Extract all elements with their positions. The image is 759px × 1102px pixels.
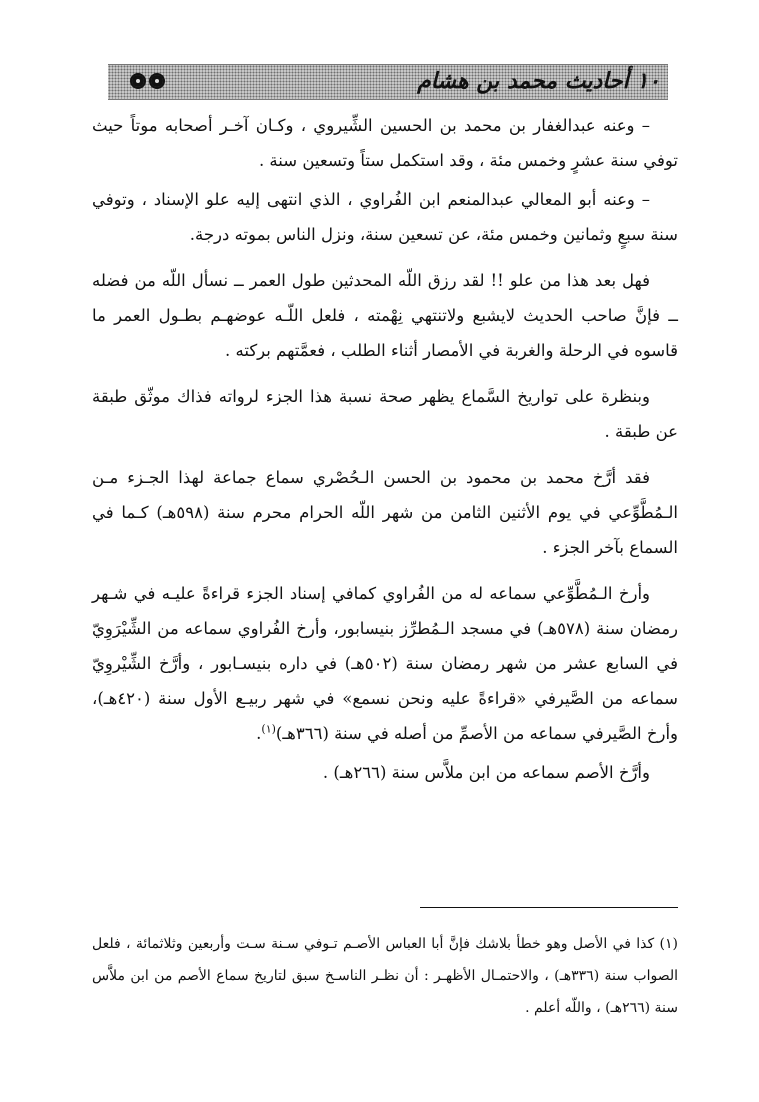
footnote-section [92,928,678,1024]
paragraph: فقد أرَّخ محمد بن محمود بن الحسن الـحُصْري سماع جماعة لهذا الجـزء مـن الـمُطَّوِّعي في يوم الأثنين الثامن من شهر اللّه الحرام محرم سنة (٥٩٨هـ) كـما في السماع بآخر الجزء . [92,468,678,557]
paragraph: – وعنه أبو المعالي عبدالمنعم ابن الفُراوي ، الذي انتهى إليه علو الإسناد ، وتوفي سنة سبعٍ وثمانين وخمس مئة، عن تسعين سنة، ونزل الناس بموته درجة. [92,190,678,244]
page-number: ١٠ [636,69,660,94]
paragraph: وأرخ الـمُطَّوِّعي سماعه له من الفُراوي كمافي إسناد الجزء قراءةً عليـه في شـهر رمضان سنة (٥٧٨هـ) في مسجد الـمُطرِّز بنيسابور، وأرخ الفُراوي سماعه من الشِّيْرَوِيّ في السابع عشر من شهر رمضان سنة (٥٠٢هـ) في داره بنيسـابور ، وأرَّخ الشِّيْروِيّ سماعه من الصَّيرفي «قراءةً عليه ونحن نسمع» في شهر ربيـع الأول سنة (٤٢٠هـ)، وأرخ الصَّيرفي سماعه من الأصمِّ من أصله في سنة (٣٦٦هـ)$^{(١)}$. [92,584,678,743]
footnote-reference: (١) [261,722,276,736]
paragraph-text: وأرخ الـمُطَّوِّعي سماعه له من الفُراوي كمافي إسناد الجزء قراءةً عليـه في شـهر رمضان سنة (٥٧٨هـ) في مسجد الـمُطرِّز بنيسابور، وأرخ الفُراوي سماعه من الشِّيْرَوِيّ في السابع عشر من شهر رمضان سنة (٥٠٢هـ) في داره بنيسـابور ، وأرَّخ الشِّيْروِيّ سماعه من الصَّيرفي «قراءةً عليه ونحن نسمع» في شهر ربيـع الأول سنة (٤٢٠هـ)، وأرخ الصَّيرفي سماعه من الأصمِّ من أصله في سنة (٣٦٦هـ) [92,584,678,743]
paragraph: وبنظرة على تواريخ السَّماع يظهر صحة نسبة هذا الجزء لرواته فذاك موثّق طبقة عن طبقة . [92,387,678,441]
paragraph: فهل بعد هذا من علو !! لقد رزق اللّه المحدثين طول العمر ــ نسأل اللّه من فضله ــ فإنَّ صاحب الحديث لايشبع ولاتنتهي نِهْمته ، فلعل اللّـه عوضهـم بطـول العمر ما قاسوه في الرحلة والغربة في الأمصار أثناء الطلب ، فعمَّتهم بركته . [92,271,678,360]
header-ornament-icon [130,73,170,91]
book-title: أحاديث محمد بن هشام [417,69,629,94]
paragraph: – وعنه عبدالغفار بن محمد بن الحسين الشِّيروي ، وكـان آخـر أصحابه موتاً حيث توفي سنة عشرٍ وخمس مئة ، وقد استكمل ستاً وتسعين سنة . [92,116,678,170]
footnote-divider [420,907,678,908]
ornament-circle-icon [149,73,165,89]
footnote-text: (١) كذا في الأصل وهو خطأ بلاشك فإنَّ أبا العباس الأصـم تـوفي سـنة سـت وأربعين وثلاثمائة ، فلعل الصواب سنة (٣٣٦هـ) ، والاحتمـال الأظهـر : أن نظـر الناسـخ سبق لتاريخ سماع الأصم من ابن ملاَّس سنة (٢٦٦هـ) ، واللّه أعلم . [92,936,679,1016]
ornament-circle-icon [130,73,146,89]
page-header [108,64,668,100]
header-title [417,68,660,96]
paragraph: وأرَّخ الأصم سماعه من ابن ملاَّس سنة (٢٦٦هـ) . [322,763,650,782]
main-text [92,108,678,801]
